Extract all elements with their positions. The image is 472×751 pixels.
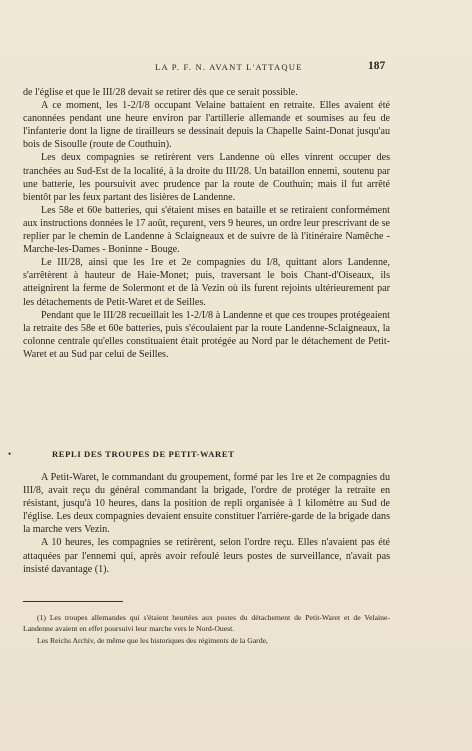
footnote-rule (23, 601, 123, 602)
margin-mark: • (8, 449, 12, 459)
paragraph: A ce moment, les 1-2/I/8 occupant Velaine battaient en retraite. Elles avaient été canonnées pendant une heure environ par l'artillerie allemande et soumises au feu de l'infanterie dont la ligne de tirailleurs se dessinait depuis la Chapelle Saint-Donat jusqu'au bois de Sisoulle (route de Couthuin). (23, 100, 390, 151)
main-text (23, 86, 390, 361)
page-header (0, 60, 472, 76)
section-text (23, 471, 390, 576)
paragraph: de l'église et que le III/28 devait se retirer dès que ce serait possible. (23, 87, 298, 98)
running-head: LA P. F. N. AVANT L'ATTAQUE (155, 62, 303, 72)
paragraph: Pendant que le III/28 recueillait les 1-2/I/8 à Landenne et que ces troupes protégeaient la retraite des 58e et 60e batteries, puis s'écoulaient par la route Landenne-Sclaigneaux, la colonne centrale qu'elles constituaient était protégée au Nord par le détachement de Petit-Waret et au Sud par celui de Seilles. (23, 309, 390, 360)
paragraph: A 10 heures, les compagnies se retirèrent, selon l'ordre reçu. Elles n'avaient pas été attaquées par l'ennemi qui, après avoir refoulé leurs postes de surveillance, n'avait pas insisté davantage (1). (23, 537, 390, 575)
paragraph: Les 58e et 60e batteries, qui s'étaient mises en bataille et se retiraient conformément aux instructions données le 17 août, reçurent, vers 9 heures, un ordre leur prescrivant de se replier par le chemin de Landenne à Sclaigneaux et de suivre de là l'itinéraire Namêche - Marche-les-Dames - Boninne - Bouge. (23, 204, 390, 256)
page-number: 187 (368, 60, 386, 72)
footnote: (1) Les troupes allemandes qui s'étaient heurtées aux postes du détachement de Petit-Waret et de Velaine-Landenne avaient en effet poursuivi leur marche vers le Nord-Ouest. (23, 613, 390, 633)
paragraph: Le III/28, ainsi que les 1re et 2e compagnies du I/8, quittant alors Landenne, s'arrêtèrent à hauteur de Haie-Monet; puis, traversant le bois Chant-d'Oiseaux, ils atteignirent la ferme de Solermont et de là Vezin où ils furent rejoints ultérieurement par les détachements de Petit-Waret et de Seilles. (23, 257, 390, 308)
paragraph: Les deux compagnies se retirèrent vers Landenne où elles vinrent occuper des tranchées au Sud-Est de la localité, à la droite du III/28. Un bataillon ennemi, soutenu par une batterie, les poursuivit avec prudence par la route de Couthuin; mais il fut arrêté bientôt par les feux partant des lisières de Landenne. (23, 152, 390, 203)
footnote: Les Reichs Archiv, de même que les historiques des régiments de la Garde, (37, 636, 268, 645)
footnotes (23, 613, 390, 649)
paragraph: A Petit-Waret, le commandant du groupement, formé par les 1re et 2e compagnies du III/8, avait reçu du général commandant la brigade, l'ordre de protéger la retraite en résistant, jusqu'à 10 heures, dans la position de repli organisée à 1 kilomètre au Sud de l'église. Les deux compagnies devaient ensuite constituer l'arrière-garde de la brigade dans la marche vers Vezin. (23, 472, 390, 536)
section-title: REPLI DES TROUPES DE PETIT-WARET (52, 449, 235, 459)
